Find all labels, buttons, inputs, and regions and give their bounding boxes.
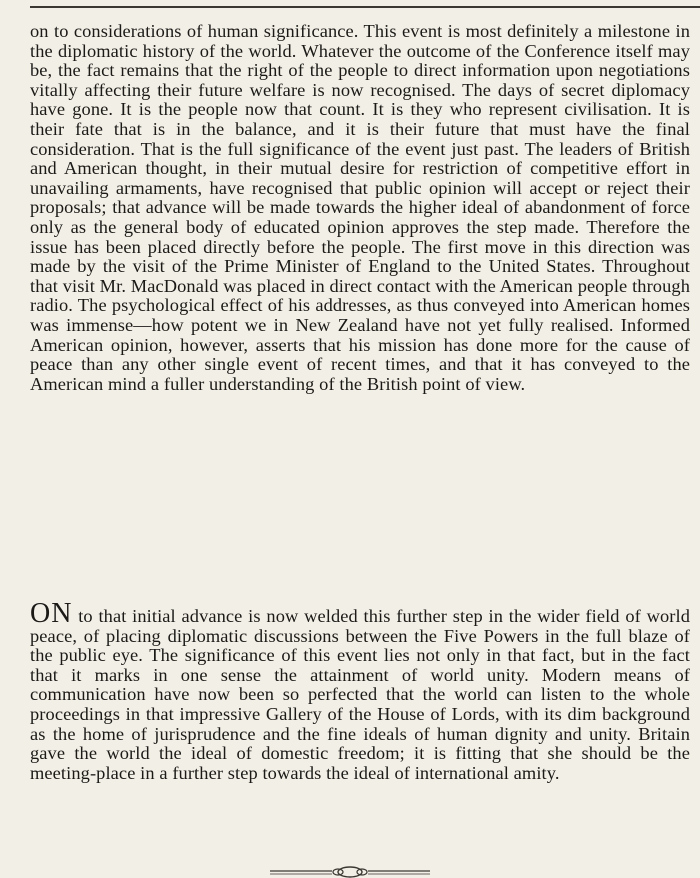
drop-initial: ON	[30, 598, 73, 629]
paragraph-1: on to considerations of human significance. This event is most definitely a milestone in the diplomatic history of the world. Whatever the outcome of the Conference itself may be, the fact remains that the right of the people to direct information upon negotiations vitally affecting their future welfare is now recognised. The days of secret diplomacy have gone. It is the people now that count. It is they who represent civilisation. It is their fate that is in the balance, and it is their future that must have the final consideration. That is the full significance of the event just past. The leaders of British and American thought, in their mutual desire for restriction of competitive effort in unavailing armaments, have recognised that public opinion will accept or reject their proposals; that advance will be made towards the higher ideal of abandonment of force only as the general body of educated opinion approves the step made. Therefore the issue has been placed directly before the people. The first move in this direction was made by the visit of the Prime Minister of England to the United States. Throughout that visit Mr. MacDonald was placed in direct contact with the American people through radio. The psychological effect of his addresses, as thus conveyed into American homes was immense—how potent we in New Zealand have not yet fully realised. Informed American opinion, however, asserts that his mission has done more for the cause of peace than any other single event of recent times, and that it has conveyed to the American mind a fuller understanding of the British point of view.	[30, 21, 690, 394]
ornament-divider-icon	[270, 864, 430, 878]
paragraph-2-text: to that initial advance is now welded this further step in the wider field of world peace, of placing diplomatic discussions between the Five Powers in the full blaze of the public eye. The significance of this event lies not only in that fact, but in the fact that it marks in one sense the attainment of world unity. Modern means of communication have now been so perfected that the world can listen to the whole proceedings in that impressive Gallery of the House of Lords, with its dim background as the home of jurisprudence and the fine ideals of human dignity and unity. Britain gave the world the ideal of domestic freedom; it is fitting that she should be the meeting-place in a further step towards the ideal of international amity.	[30, 606, 690, 783]
paragraph-2	[30, 598, 690, 783]
top-rule	[30, 6, 700, 8]
